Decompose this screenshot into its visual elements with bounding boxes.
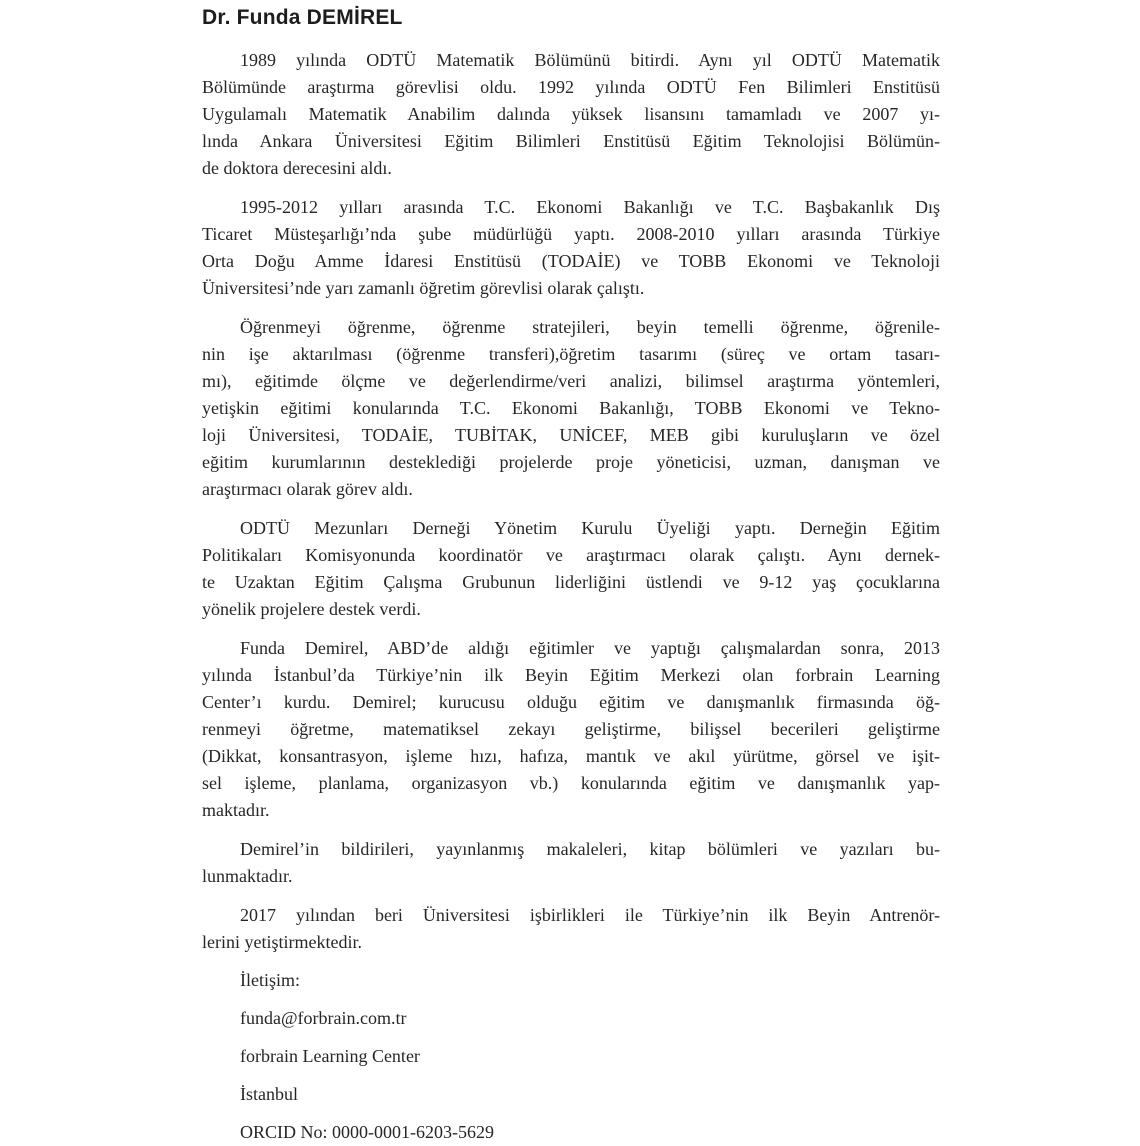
paragraph: [202, 47, 940, 182]
text-line: de doktora derecesini aldı.: [202, 158, 392, 178]
text-line: (Dikkat, konsantrasyon, işleme hızı, hafıza, mantık ve akıl yürütme, görsel ve işit-: [202, 746, 940, 766]
text-line: Ticaret Müsteşarlığı’nda şube müdürlüğü yaptı. 2008-2010 yılları arasında Türkiye: [202, 224, 940, 244]
contact-email: funda@forbrain.com.tr: [240, 1008, 407, 1028]
text-line: Öğrenmeyi öğrenme, öğrenme stratejileri, beyin temelli öğrenme, öğrenile-: [240, 317, 940, 337]
page-title: Dr. Funda DEMİREL: [202, 6, 403, 29]
text-line: lında Ankara Üniversitesi Eğitim Bilimleri Enstitüsü Eğitim Teknolojisi Bölümün-: [202, 131, 940, 151]
text-line: renmeyi öğretme, matematiksel zekayı geliştirme, bilişsel becerileri geliştirme: [202, 719, 940, 739]
text-line: sel işleme, planlama, organizasyon vb.) konularında eğitim ve danışmanlık yap-: [202, 773, 940, 793]
biography-text: [202, 47, 940, 956]
text-line: yönelik projelere destek verdi.: [202, 599, 421, 619]
contact-section: [202, 967, 940, 1146]
text-line: araştırmacı olarak görev aldı.: [202, 479, 413, 499]
text-line: mı), eğitimde ölçme ve değerlendirme/veri analizi, bilimsel araştırma yöntemleri,: [202, 371, 940, 391]
text-line: Üniversitesi’nde yarı zamanlı öğretim görevlisi olarak çalıştı.: [202, 278, 645, 298]
text-line: Politikaları Komisyonunda koordinatör ve araştırmacı olarak çalıştı. Aynı dernek-: [202, 545, 940, 565]
contact-city: İstanbul: [240, 1084, 298, 1104]
text-line: 1989 yılında ODTÜ Matematik Bölümünü bitirdi. Aynı yıl ODTÜ Matematik: [240, 50, 940, 70]
text-line: eğitim kurumlarının desteklediği projelerde proje yöneticisi, uzman, danışman ve: [202, 452, 940, 472]
paragraph: [202, 902, 940, 956]
text-line: yılında İstanbul’da Türkiye’nin ilk Beyin Eğitim Merkezi olan forbrain Learning: [202, 665, 940, 685]
contact-orcid: ORCID No: 0000-0001-6203-5629: [240, 1122, 494, 1142]
text-line: 1995-2012 yılları arasında T.C. Ekonomi Bakanlığı ve T.C. Başbakanlık Dış: [240, 197, 940, 217]
text-line: lunmaktadır.: [202, 866, 293, 886]
contact-label: İletişim:: [240, 970, 300, 990]
text-line: Orta Doğu Amme İdaresi Enstitüsü (TODAİE) ve TOBB Ekonomi ve Teknoloji: [202, 251, 940, 271]
paragraph: [202, 836, 940, 890]
paragraph: [202, 314, 940, 503]
text-line: Uygulamalı Matematik Anabilim dalında yüksek lisansını tamamladı ve 2007 yı-: [202, 104, 940, 124]
paragraph: [202, 635, 940, 824]
text-line: lerini yetiştirmektedir.: [202, 932, 362, 952]
contact-company: forbrain Learning Center: [240, 1046, 420, 1066]
text-line: 2017 yılından beri Üniversitesi işbirlikleri ile Türkiye’nin ilk Beyin Antrenör-: [240, 905, 940, 925]
text-line: loji Üniversitesi, TODAİE, TUBİTAK, UNİCEF, MEB gibi kuruluşların ve özel: [202, 425, 940, 445]
paragraph: [202, 515, 940, 623]
text-line: ODTÜ Mezunları Derneği Yönetim Kurulu Üyeliği yaptı. Derneğin Eğitim: [240, 518, 940, 538]
text-line: yetişkin eğitimi konularında T.C. Ekonomi Bakanlığı, TOBB Ekonomi ve Tekno-: [202, 398, 940, 418]
text-line: Demirel’in bildirileri, yayınlanmış makaleleri, kitap bölümleri ve yazıları bu-: [240, 839, 940, 859]
text-line: te Uzaktan Eğitim Çalışma Grubunun liderliğini üstlendi ve 9-12 yaş çocuklarına: [202, 572, 940, 592]
text-line: Center’ı kurdu. Demirel; kurucusu olduğu eğitim ve danışmanlık firmasında öğ-: [202, 692, 940, 712]
text-line: maktadır.: [202, 800, 270, 820]
text-line: Funda Demirel, ABD’de aldığı eğitimler ve yaptığı çalışmalardan sonra, 2013: [240, 638, 940, 658]
paragraph: [202, 194, 940, 302]
text-line: nin işe aktarılması (öğrenme transferi),öğretim tasarımı (süreç ve ortam tasarı-: [202, 344, 940, 364]
text-line: Bölümünde araştırma görevlisi oldu. 1992 yılında ODTÜ Fen Bilimleri Enstitüsü: [202, 77, 940, 97]
